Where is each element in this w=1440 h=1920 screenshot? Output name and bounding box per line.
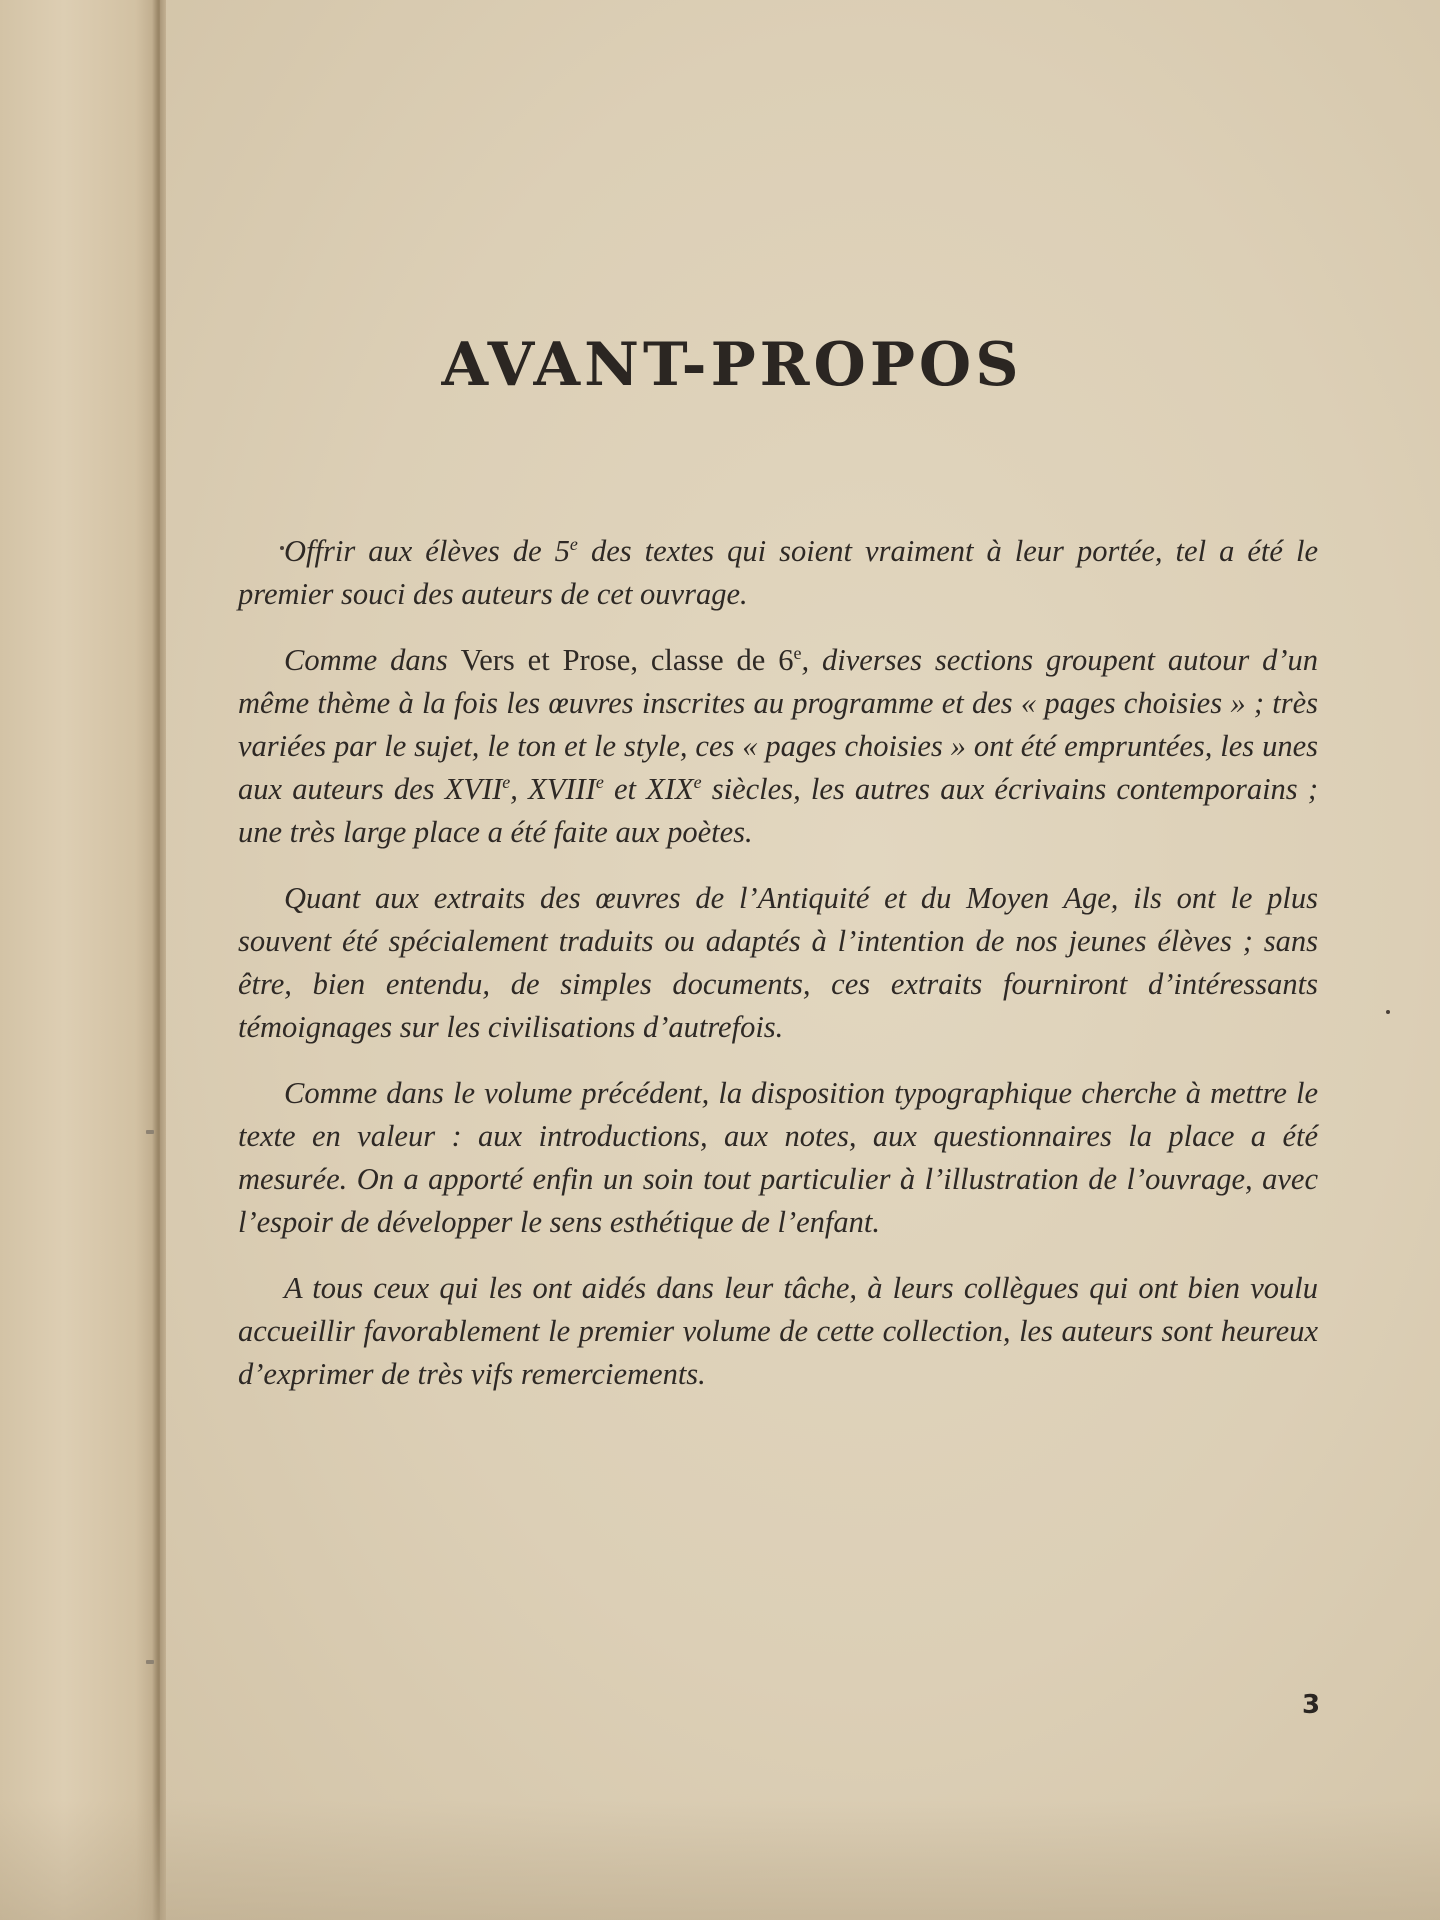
- paragraph-3: Quant aux extraits des œuvres de l’Antiquité et du Moyen Age, ils ont le plus souvent été spécialement traduits ou adaptés à l’intention de nos jeunes élèves ; sans être, bien entendu, de simples documents, ces extraits fourniront d’intéressants témoignages sur les civilisations d’autrefois.: [238, 881, 1318, 1044]
- superscript: e: [502, 771, 511, 792]
- binding-staple: [146, 1130, 154, 1134]
- foreword-text: [238, 530, 1318, 1419]
- page-shadow: [0, 1800, 1440, 1920]
- left-page-edge: [0, 0, 160, 1920]
- paragraph-5: A tous ceux qui les ont aidés dans leur tâche, à leurs collègues qui ont bien voulu accueillir favorablement le premier volume de cette collection, les auteurs sont heureux d’exprimer de très vifs remerciements.: [238, 1271, 1318, 1391]
- book-gutter: [152, 0, 166, 1920]
- paragraph-4: Comme dans le volume précédent, la disposition typographique cherche à mettre le texte en valeur : aux introductions, aux notes, aux questionnaires la place a été mesurée. On a apporté enfin un soin tout particulier à l’illustration de l’ouvrage, avec l’espoir de développer le sens esthétique de l’enfant.: [238, 1076, 1318, 1239]
- text-run: Comme dans: [284, 643, 461, 677]
- superscript: e: [595, 771, 604, 792]
- text-run: des textes qui soient vraiment à leur portée, tel a été le premier souci des auteurs de cet ouvrage.: [238, 534, 1318, 611]
- text-run: , XVIII: [510, 772, 596, 806]
- book-title-reference: Vers et Prose, classe de 6: [460, 643, 794, 677]
- binding-staple: [146, 1660, 154, 1664]
- superscript: e: [793, 642, 802, 663]
- text-run: Offrir aux élèves de 5: [284, 534, 570, 568]
- print-speck: [280, 546, 284, 550]
- page-number: 3: [1302, 1690, 1321, 1720]
- text-run: siècles, les autres aux écrivains contemporains ; une très large place a été faite aux poètes.: [238, 772, 1318, 849]
- page-title: AVANT-PROPOS: [441, 330, 1023, 400]
- print-speck: [1386, 1010, 1390, 1014]
- paragraph-1: [238, 530, 1318, 616]
- text-run: et XIX: [603, 772, 694, 806]
- superscript: e: [569, 533, 578, 554]
- text-run: , diverses sections groupent autour d’un même thème à la fois les œuvres inscrites au programme et des « pages choisies » ; très variées par le sujet, le ton et le style, ces « pages choisies » ont été empruntées, les unes aux auteurs des XVII: [238, 643, 1318, 806]
- superscript: e: [693, 771, 702, 792]
- paragraph-2: [238, 639, 1318, 854]
